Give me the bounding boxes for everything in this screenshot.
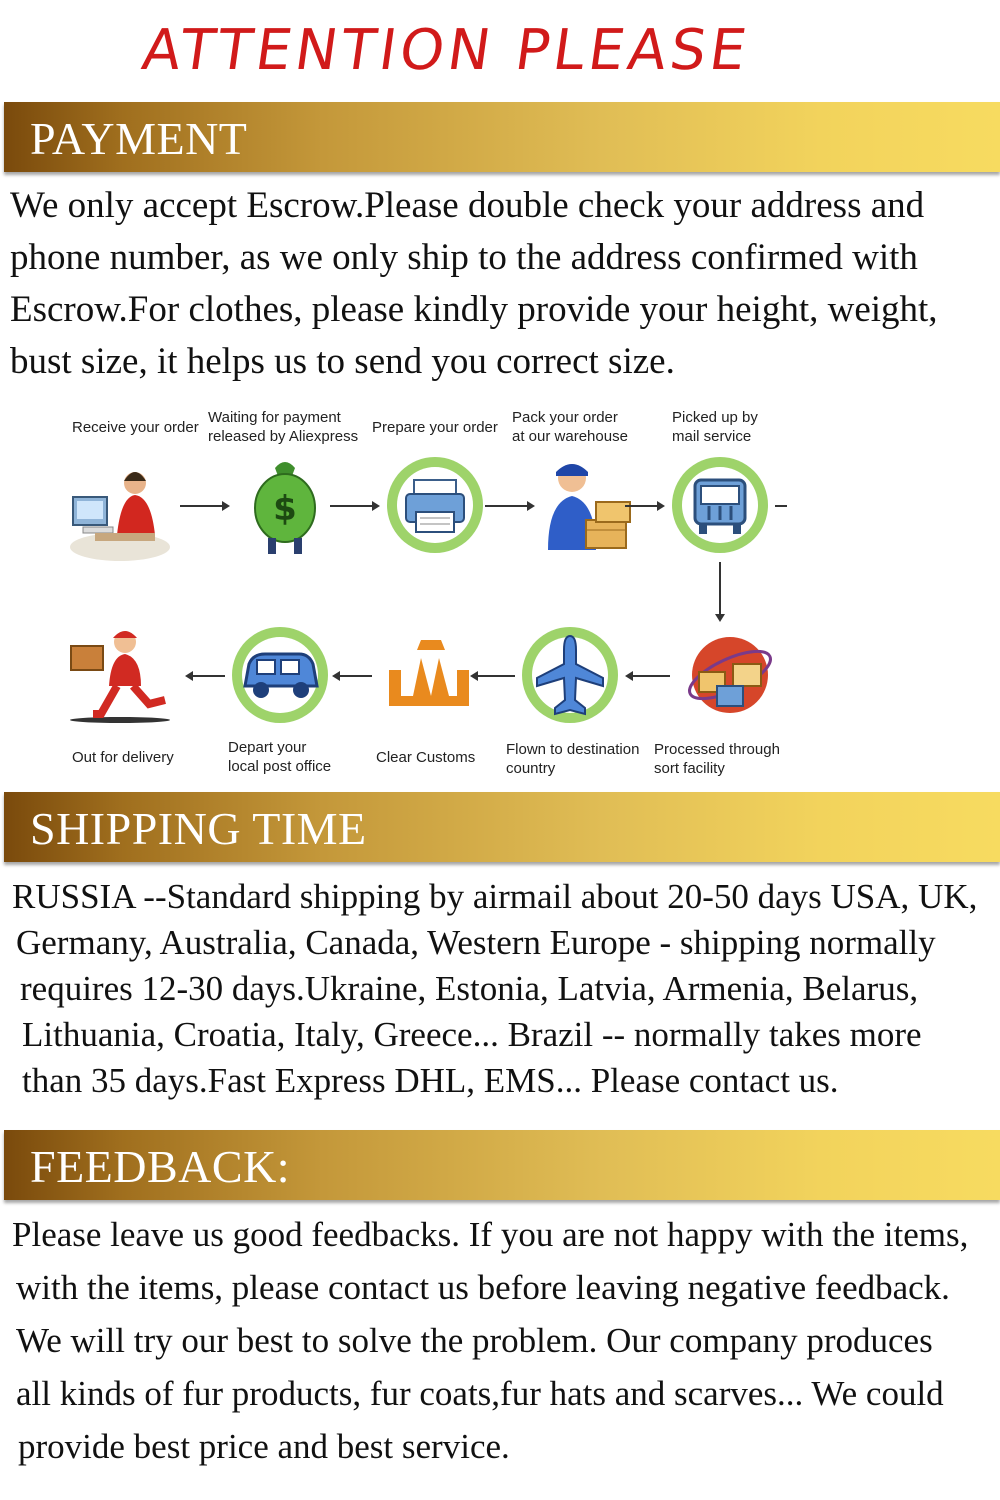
step-label-picked-up: Picked up by mail service (672, 409, 758, 445)
warehouse-worker-icon (530, 450, 640, 560)
airplane-icon (515, 620, 625, 730)
shipping-line: Lithuania, Croatia, Italy, Greece... Brazil -- normally takes more (22, 1015, 922, 1054)
shipping-title: SHIPPING TIME (30, 803, 367, 854)
feedback-title: FEEDBACK: (30, 1141, 291, 1192)
customs-officer-icon (375, 620, 485, 730)
printer-icon (380, 450, 490, 560)
money-bag-icon (230, 450, 340, 560)
arrow-right-icon (625, 500, 665, 512)
arrow-left-icon (332, 670, 372, 682)
arrow-down-icon (714, 562, 726, 622)
step-label-prepare-order: Prepare your order (372, 419, 498, 436)
step-label-waiting-payment: Waiting for payment released by Aliexpress (208, 409, 359, 445)
payment-title: PAYMENT (30, 113, 248, 164)
feedback-line: with the items, please contact us before leaving negative feedback. (16, 1268, 950, 1307)
feedback-text (12, 1208, 968, 1473)
arrow-left-icon (625, 670, 670, 682)
shipping-line: Germany, Australia, Canada, Western Europe - shipping normally (16, 923, 936, 962)
payment-header-band (4, 102, 1000, 172)
arrow-left-icon (470, 670, 515, 682)
customer-computer-icon (65, 455, 175, 565)
step-label-receive-order: Receive your order (72, 419, 199, 436)
arrow-right-icon (180, 500, 230, 512)
order-process-diagram (40, 400, 800, 790)
feedback-line: We will try our best to solve the problem. Our company produces (16, 1321, 933, 1360)
step-label-out-for-delivery: Out for delivery (72, 749, 174, 766)
svg-text:$: $ (273, 489, 297, 529)
step-label-depart-post-office: Depart your local post office (228, 739, 332, 775)
shipping-line: RUSSIA --Standard shipping by airmail about 20-50 days USA, UK, (12, 877, 978, 916)
shipping-header-band (4, 792, 1000, 862)
feedback-line: all kinds of fur products, fur coats,fur hats and scarves... We could (16, 1374, 944, 1413)
delivery-man-icon (65, 620, 175, 730)
feedback-header-band (4, 1130, 1000, 1200)
shipping-line: than 35 days.Fast Express DHL, EMS... Please contact us. (22, 1061, 839, 1100)
feedback-line: provide best price and best service. (18, 1427, 510, 1466)
arrow-right-icon (330, 500, 380, 512)
step-label-clear-customs: Clear Customs (376, 749, 476, 766)
payment-line: Escrow.For clothes, please kindly provide your height, weight, (10, 289, 938, 330)
payment-line: We only accept Escrow.Please double check your address and (10, 185, 925, 226)
arrow-left-icon (185, 670, 225, 682)
globe-parcels-icon (675, 620, 785, 730)
payment-line: bust size, it helps us to send you correct size. (10, 341, 675, 382)
shipping-line: requires 12-30 days.Ukraine, Estonia, Latvia, Armenia, Belarus, (20, 969, 919, 1008)
car-icon (225, 620, 335, 730)
payment-line: phone number, as we only ship to the address confirmed with (10, 237, 918, 278)
attention-title: ATTENTION PLEASE (138, 18, 754, 83)
step-label-sort-facility: Processed through sort facility (654, 741, 780, 777)
arrow-tail-line (775, 500, 787, 512)
truck-icon (665, 450, 775, 560)
payment-text (10, 180, 938, 388)
step-label-flown-destination: Flown to destination country (506, 741, 640, 777)
arrow-right-icon (485, 500, 535, 512)
shipping-text (12, 874, 977, 1104)
step-label-pack-order: Pack your order at our warehouse (512, 409, 628, 445)
feedback-line: Please leave us good feedbacks. If you are not happy with the items, (12, 1215, 969, 1254)
